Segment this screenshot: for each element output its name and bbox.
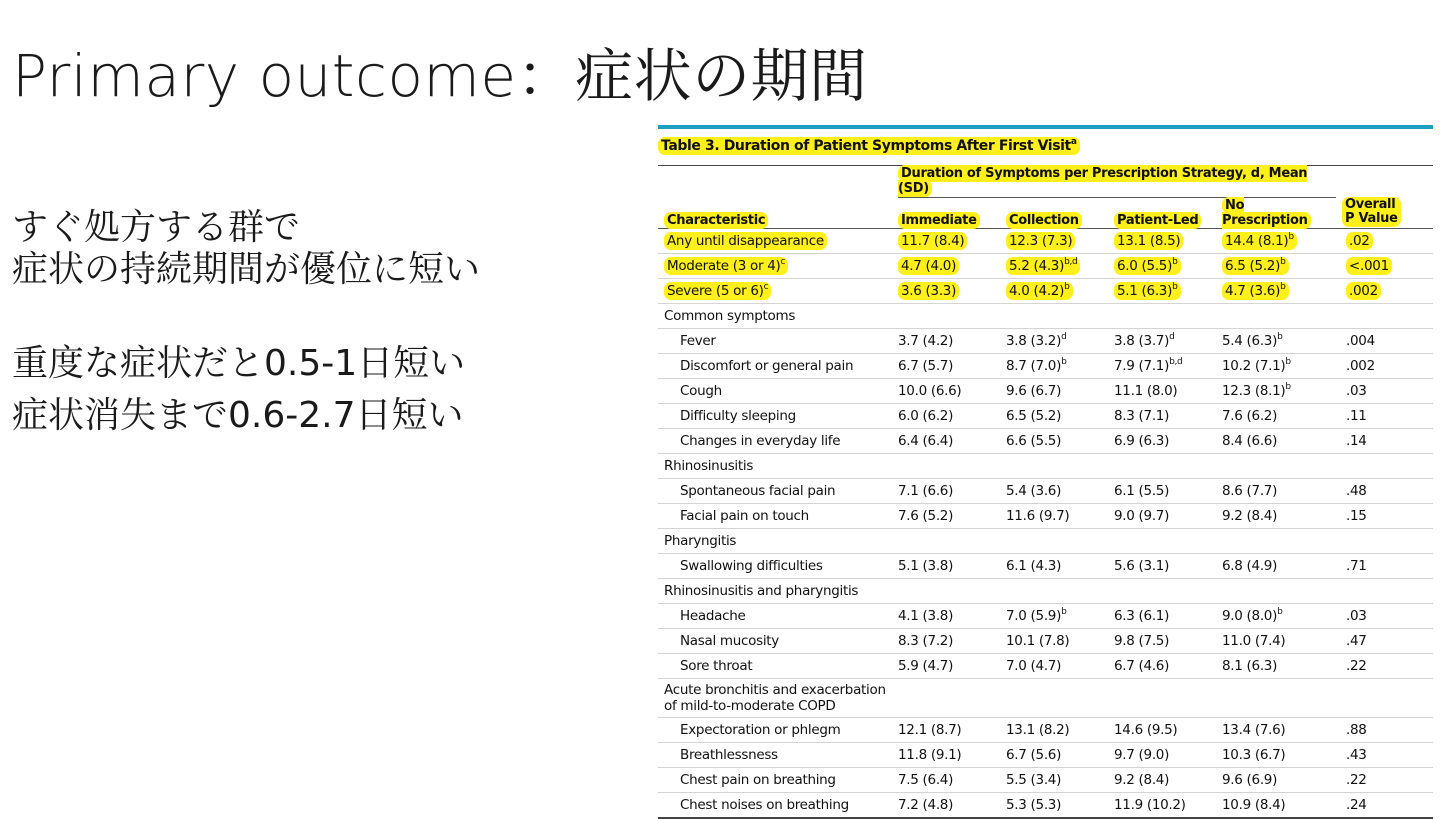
cell-patient-led: 11.1 (8.0)	[1108, 379, 1216, 404]
cell-p-value: .71	[1336, 554, 1433, 579]
cell-no-prescription: 9.0 $(8.0)^b$	[1216, 604, 1336, 629]
cell-no-prescription: 7.6 (6.2)	[1216, 404, 1336, 429]
cell-immediate: 11.7 (8.4)	[892, 229, 1000, 254]
cell-patient-led: 6.0 $(5.5)^b$	[1108, 254, 1216, 279]
table-row	[658, 629, 1433, 654]
cell-p-value: .22	[1336, 768, 1433, 793]
col-characteristic: Characteristic	[658, 198, 892, 229]
cell-collection: 10.1 (7.8)	[1000, 629, 1108, 654]
row-label: Cough	[658, 379, 892, 404]
row-label: Swallowing difficulties	[658, 554, 892, 579]
col-immediate: Immediate	[892, 198, 1000, 229]
cell-no-prescription: 4.7 $(3.6)^b$	[1216, 279, 1336, 304]
cell-collection: 7.0 (4.7)	[1000, 654, 1108, 679]
cell-no-prescription: 11.0 (7.4)	[1216, 629, 1336, 654]
cell-collection: 11.6 (9.7)	[1000, 504, 1108, 529]
table-row	[658, 479, 1433, 504]
cell-collection: 6.6 (5.5)	[1000, 429, 1108, 454]
table-top-rule	[658, 125, 1433, 129]
cell-patient-led: 8.3 (7.1)	[1108, 404, 1216, 429]
row-label: Headache	[658, 604, 892, 629]
table-row	[658, 768, 1433, 793]
cell-collection: 5.5 (3.4)	[1000, 768, 1108, 793]
cell-p-value: .004	[1336, 329, 1433, 354]
cell-immediate: 10.0 (6.6)	[892, 379, 1000, 404]
row-label: Difficulty sleeping	[658, 404, 892, 429]
cell-immediate: 3.6 (3.3)	[892, 279, 1000, 304]
cell-p-value: .15	[1336, 504, 1433, 529]
row-label: Expectoration or phlegm	[658, 718, 892, 743]
cell-p-value: .47	[1336, 629, 1433, 654]
bullet-line-4: 症状消失まで0.6-2.7日短い	[12, 395, 464, 436]
cell-immediate: 11.8 (9.1)	[892, 743, 1000, 768]
col-collection: Collection	[1000, 198, 1108, 229]
cell-no-prescription: 8.6 (7.7)	[1216, 479, 1336, 504]
table-row	[658, 793, 1433, 819]
cell-patient-led: 6.9 (6.3)	[1108, 429, 1216, 454]
cell-patient-led: 6.3 (6.1)	[1108, 604, 1216, 629]
slide-title: Primary outcome：症状の期間	[12, 42, 868, 110]
group-header-text: Duration of Symptoms per Prescription Strategy, d, Mean (SD)	[898, 166, 1308, 196]
cell-patient-led: 6.1 (5.5)	[1108, 479, 1216, 504]
row-label: Facial pain on touch	[658, 504, 892, 529]
cell-patient-led: 5.1 $(6.3)^b$	[1108, 279, 1216, 304]
table-row	[658, 404, 1433, 429]
cell-patient-led: 13.1 (8.5)	[1108, 229, 1216, 254]
cell-patient-led: 5.6 (3.1)	[1108, 554, 1216, 579]
results-table-figure	[658, 125, 1433, 819]
table-section-row	[658, 454, 1433, 479]
cell-collection: 6.7 (5.6)	[1000, 743, 1108, 768]
section-label: Acute bronchitis and exacerbation of mild-to-moderate COPD	[658, 679, 1433, 718]
cell-p-value: .03	[1336, 379, 1433, 404]
row-label: Sore throat	[658, 654, 892, 679]
row-label: Fever	[658, 329, 892, 354]
row-label: Breathlessness	[658, 743, 892, 768]
row-label: Chest pain on breathing	[658, 768, 892, 793]
cell-collection: 9.6 (6.7)	[1000, 379, 1108, 404]
cell-immediate: 7.5 (6.4)	[892, 768, 1000, 793]
cell-collection: 13.1 (8.2)	[1000, 718, 1108, 743]
cell-immediate: 7.1 (6.6)	[892, 479, 1000, 504]
table-row	[658, 429, 1433, 454]
cell-immediate: 5.1 (3.8)	[892, 554, 1000, 579]
cell-immediate: 12.1 (8.7)	[892, 718, 1000, 743]
duration-table	[658, 166, 1433, 819]
cell-p-value: .48	[1336, 479, 1433, 504]
cell-no-prescription: 10.2 $(7.1)^b$	[1216, 354, 1336, 379]
cell-collection: 3.8 $(3.2)^d$	[1000, 329, 1108, 354]
row-label: Discomfort or general pain	[658, 354, 892, 379]
cell-p-value: .02	[1336, 229, 1433, 254]
table-caption	[658, 138, 1433, 163]
cell-collection: 6.5 (5.2)	[1000, 404, 1108, 429]
row-label: Changes in everyday life	[658, 429, 892, 454]
row-label: Nasal mucosity	[658, 629, 892, 654]
table-caption-text: Table 3. Duration of Patient Symptoms After First Visit	[661, 138, 1071, 154]
cell-p-value: .002	[1336, 279, 1433, 304]
cell-no-prescription: 6.5 $(5.2)^b$	[1216, 254, 1336, 279]
cell-collection: 7.0 $(5.9)^b$	[1000, 604, 1108, 629]
cell-p-value: .88	[1336, 718, 1433, 743]
table-row	[658, 604, 1433, 629]
section-label: Pharyngitis	[658, 529, 1433, 554]
overall-label: Overall	[1345, 197, 1396, 212]
cell-patient-led: 9.2 (8.4)	[1108, 768, 1216, 793]
table-row	[658, 654, 1433, 679]
cell-patient-led: 3.8 $(3.7)^d$	[1108, 329, 1216, 354]
bullet-list	[12, 207, 480, 437]
table-row	[658, 279, 1433, 304]
cell-no-prescription: 8.1 (6.3)	[1216, 654, 1336, 679]
overall-p-header	[1336, 166, 1433, 229]
table-row	[658, 329, 1433, 354]
cell-immediate: 3.7 (4.2)	[892, 329, 1000, 354]
cell-patient-led: 11.9 (10.2)	[1108, 793, 1216, 819]
cell-patient-led: 9.8 (7.5)	[1108, 629, 1216, 654]
col-no-prescription: No Prescription	[1216, 198, 1336, 229]
cell-p-value: .24	[1336, 793, 1433, 819]
row-label: Moderate (3 or 4)$^c$	[658, 254, 892, 279]
cell-no-prescription: 13.4 (7.6)	[1216, 718, 1336, 743]
cell-immediate: 8.3 (7.2)	[892, 629, 1000, 654]
cell-no-prescription: 12.3 $(8.1)^b$	[1216, 379, 1336, 404]
cell-collection: 5.4 (3.6)	[1000, 479, 1108, 504]
cell-collection: 12.3 (7.3)	[1000, 229, 1108, 254]
cell-p-value: <.001	[1336, 254, 1433, 279]
cell-p-value: .22	[1336, 654, 1433, 679]
cell-no-prescription: 6.8 (4.9)	[1216, 554, 1336, 579]
cell-no-prescription: 10.3 (6.7)	[1216, 743, 1336, 768]
row-label: Any until disappearance	[658, 229, 892, 254]
section-label: Rhinosinusitis	[658, 454, 1433, 479]
cell-patient-led: 7.9 $(7.1)^{b,d}$	[1108, 354, 1216, 379]
cell-p-value: .002	[1336, 354, 1433, 379]
cell-patient-led: 9.0 (9.7)	[1108, 504, 1216, 529]
row-label: Spontaneous facial pain	[658, 479, 892, 504]
section-label: Common symptoms	[658, 304, 1433, 329]
bullet-line-1: すぐ処方する群で	[12, 207, 301, 248]
cell-no-prescription: 9.2 (8.4)	[1216, 504, 1336, 529]
bullet-line-2: 症状の持続期間が優位に短い	[12, 249, 481, 290]
cell-collection: 5.3 (5.3)	[1000, 793, 1108, 819]
bullet-line-3: 重度な症状だと0.5-1日短い	[12, 343, 466, 384]
cell-immediate: 6.0 (6.2)	[892, 404, 1000, 429]
table-section-row	[658, 529, 1433, 554]
cell-p-value: .14	[1336, 429, 1433, 454]
table-row	[658, 379, 1433, 404]
cell-p-value: .43	[1336, 743, 1433, 768]
table-row	[658, 229, 1433, 254]
cell-no-prescription: 5.4 $(6.3)^b$	[1216, 329, 1336, 354]
cell-immediate: 5.9 (4.7)	[892, 654, 1000, 679]
table-row	[658, 354, 1433, 379]
cell-p-value: .03	[1336, 604, 1433, 629]
cell-p-value: .11	[1336, 404, 1433, 429]
cell-no-prescription: 9.6 (6.9)	[1216, 768, 1336, 793]
cell-collection: 5.2 $(4.3)^{b,d}$	[1000, 254, 1108, 279]
group-header	[892, 166, 1336, 198]
cell-no-prescription: 14.4 $(8.1)^b$	[1216, 229, 1336, 254]
cell-immediate: 7.2 (4.8)	[892, 793, 1000, 819]
table-section-row	[658, 679, 1433, 718]
cell-collection: 8.7 $(7.0)^b$	[1000, 354, 1108, 379]
p-value-label: P Value	[1345, 211, 1398, 226]
table-section-row	[658, 304, 1433, 329]
cell-immediate: 6.4 (6.4)	[892, 429, 1000, 454]
cell-immediate: 4.7 (4.0)	[892, 254, 1000, 279]
table-section-row	[658, 579, 1433, 604]
cell-immediate: 6.7 (5.7)	[892, 354, 1000, 379]
table-row	[658, 718, 1433, 743]
table-row	[658, 254, 1433, 279]
cell-collection: 6.1 (4.3)	[1000, 554, 1108, 579]
table-row	[658, 743, 1433, 768]
cell-collection: 4.0 $(4.2)^b$	[1000, 279, 1108, 304]
cell-patient-led: 9.7 (9.0)	[1108, 743, 1216, 768]
table-body	[658, 229, 1433, 819]
row-label: Severe (5 or 6)$^c$	[658, 279, 892, 304]
row-label: Chest noises on breathing	[658, 793, 892, 819]
cell-patient-led: 6.7 (4.6)	[1108, 654, 1216, 679]
table-row	[658, 554, 1433, 579]
cell-immediate: 4.1 (3.8)	[892, 604, 1000, 629]
col-patient-led: Patient-Led	[1108, 198, 1216, 229]
cell-no-prescription: 8.4 (6.6)	[1216, 429, 1336, 454]
cell-patient-led: 14.6 (9.5)	[1108, 718, 1216, 743]
cell-no-prescription: 10.9 (8.4)	[1216, 793, 1336, 819]
section-label: Rhinosinusitis and pharyngitis	[658, 579, 1433, 604]
table-row	[658, 504, 1433, 529]
cell-immediate: 7.6 (5.2)	[892, 504, 1000, 529]
table-caption-sup: a	[1070, 137, 1077, 147]
